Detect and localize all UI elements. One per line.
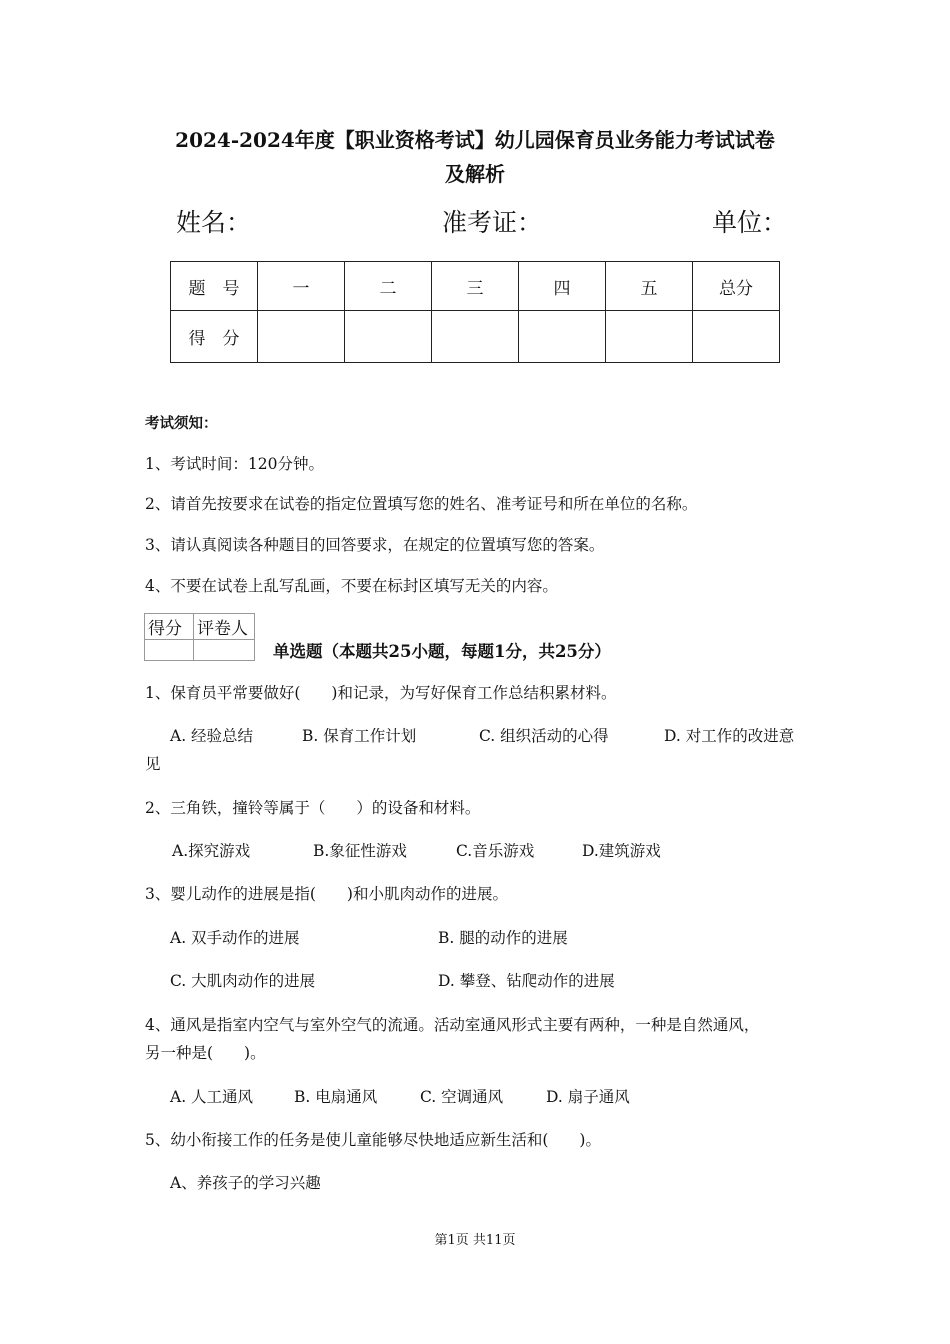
question-option: B. 腿的动作的进展	[438, 929, 568, 947]
score-entry-cell[interactable]	[432, 311, 519, 363]
question-option: B. 保育工作计划	[302, 727, 417, 745]
question-option: A. 人工通风	[170, 1088, 254, 1106]
score-entry-cell[interactable]	[606, 311, 693, 363]
question-option: C. 大肌肉动作的进展	[170, 972, 316, 990]
score-table-cell: 二	[345, 262, 432, 311]
question-option: D. 对工作的改进意	[664, 727, 795, 745]
question-option-wrap: 见	[145, 755, 161, 773]
name-field-label: 姓名：	[176, 208, 252, 237]
notice-item: 4、不要在试卷上乱写乱画，不要在标封区填写无关的内容。	[145, 577, 558, 595]
question-option: C. 组织活动的心得	[479, 727, 609, 745]
score-table-cell: 得 分	[171, 311, 258, 363]
question-option: B. 电扇通风	[294, 1088, 378, 1106]
score-table-cell: 三	[432, 262, 519, 311]
score-table-cell: 五	[606, 262, 693, 311]
question-option: C. 空调通风	[420, 1088, 504, 1106]
score-table-header-row	[171, 262, 780, 311]
question-option: D. 攀登、钻爬动作的进展	[438, 972, 615, 990]
question-stem: 3、婴儿动作的进展是指( )和小肌肉动作的进展。	[145, 885, 508, 903]
unit-field-label: 单位：	[712, 208, 788, 237]
notice-item: 1、考试时间：120分钟。	[145, 455, 324, 473]
question-option: A.探究游戏	[172, 842, 251, 860]
score-entry-cell[interactable]	[345, 311, 432, 363]
grader-box-score-cell[interactable]	[145, 640, 194, 661]
question-stem: 5、幼小衔接工作的任务是使儿童能够尽快地适应新生活和( )。	[145, 1131, 601, 1149]
score-entry-cell[interactable]	[693, 311, 780, 363]
grader-box-score-label: 得分	[145, 614, 194, 640]
question-option: A、养孩子的学习兴趣	[170, 1174, 321, 1192]
score-table-cell: 题 号	[171, 262, 258, 311]
score-table-cell: 总分	[693, 262, 780, 311]
question-option: B.象征性游戏	[313, 842, 407, 860]
page-title-continued: 及解析	[445, 162, 505, 186]
notice-heading: 考试须知：	[145, 415, 218, 432]
score-entry-cell[interactable]	[258, 311, 345, 363]
grader-box-grader-cell[interactable]	[194, 640, 255, 661]
grader-box	[144, 613, 255, 661]
question-option: A. 双手动作的进展	[170, 929, 300, 947]
question-option: D.建筑游戏	[582, 842, 661, 860]
question-stem: 2、三角铁，撞铃等属于（ ）的设备和材料。	[145, 799, 481, 817]
question-stem: 4、通风是指室内空气与室外空气的流通。活动室通风形式主要有两种，一种是自然通风，	[145, 1016, 760, 1034]
score-table-score-row	[171, 311, 780, 363]
question-stem: 1、保育员平常要做好( )和记录，为写好保育工作总结积累材料。	[145, 684, 617, 702]
notice-item: 2、请首先按要求在试卷的指定位置填写您的姓名、准考证号和所在单位的名称。	[145, 495, 698, 513]
section-heading: 单选题（本题共25小题，每题1分，共25分）	[273, 642, 611, 661]
score-table-cell: 一	[258, 262, 345, 311]
question-stem-continued: 另一种是( )。	[145, 1044, 266, 1062]
grader-box-grader-label: 评卷人	[194, 614, 255, 640]
score-entry-cell[interactable]	[519, 311, 606, 363]
question-option: A. 经验总结	[170, 727, 254, 745]
score-table-cell: 四	[519, 262, 606, 311]
exam-id-field-label: 准考证：	[442, 208, 543, 237]
score-table	[170, 261, 780, 363]
page-number: 第1页 共11页	[434, 1233, 516, 1248]
notice-item: 3、请认真阅读各种题目的回答要求，在规定的位置填写您的答案。	[145, 536, 605, 554]
page-title: 2024-2024年度【职业资格考试】幼儿园保育员业务能力考试试卷	[175, 128, 775, 152]
question-option: D. 扇子通风	[546, 1088, 630, 1106]
question-option: C.音乐游戏	[456, 842, 535, 860]
